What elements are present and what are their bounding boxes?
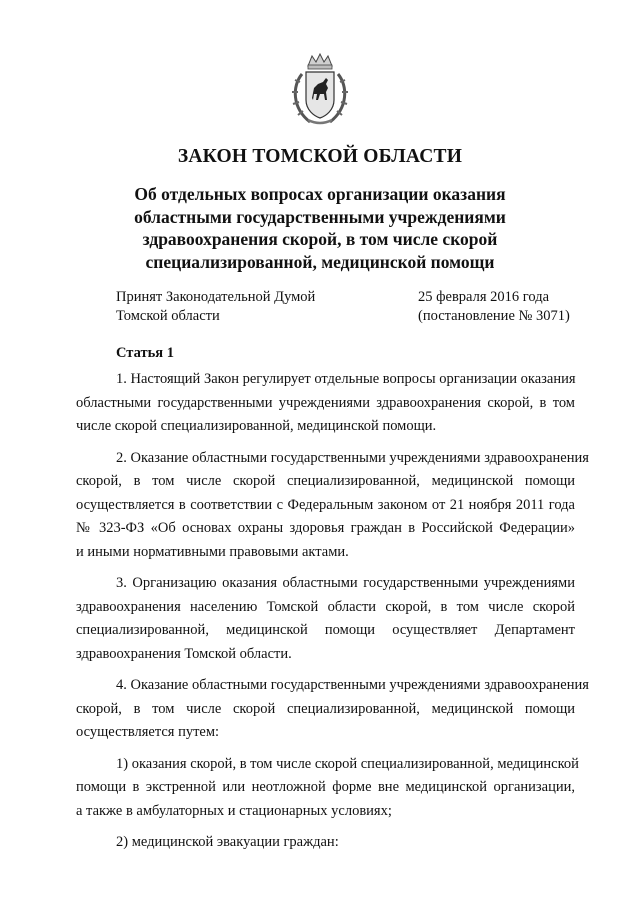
law-title: ЗАКОН ТОМСКОЙ ОБЛАСТИ	[177, 146, 463, 167]
paragraph-4	[76, 674, 589, 745]
adopted-by-line: Томской области	[116, 308, 220, 324]
subtitle-line: областными государственными учреждениями	[134, 206, 506, 227]
text-line: здравоохранения населению Томской области скорой, в том числе скорой	[76, 598, 575, 615]
article-heading: Статья 1	[116, 345, 174, 361]
text-line: здравоохранения Томской области.	[76, 645, 292, 662]
text-line: 1) оказания скорой, в том числе скорой специализированной, медицинской	[116, 755, 579, 772]
text-line: № 323-ФЗ «Об основах охраны здоровья граждан в Российской Федерации»	[76, 520, 575, 536]
text-line: числе скорой специализированной, медицинской помощи.	[76, 418, 437, 434]
text-line: специализированной, медицинской помощи осуществляет Департамент	[76, 622, 575, 638]
paragraph-1	[76, 368, 575, 439]
adoption-date	[418, 288, 570, 326]
paragraph-4-item-1	[76, 753, 579, 824]
subtitle-line: специализированной, медицинской помощи	[145, 251, 495, 272]
article-body	[76, 368, 589, 863]
text-line: а также в амбулаторных и стационарных условиях;	[76, 802, 392, 819]
paragraph-3	[76, 572, 575, 666]
coat-of-arms-icon	[290, 52, 350, 128]
resolution-number: (постановление № 3071)	[418, 308, 570, 324]
paragraph-2	[76, 447, 589, 565]
subtitle-line: Об отдельных вопросах организации оказания	[134, 184, 506, 204]
text-line: 4. Оказание областными государственными учреждениями здравоохранения	[116, 677, 589, 693]
text-line: скорой, в том числе скорой специализированной, медицинской помощи	[76, 473, 575, 489]
text-line: 1. Настоящий Закон регулирует отдельные вопросы организации оказания	[116, 371, 576, 387]
text-line: областными государственными учреждениями здравоохранения скорой, в том	[76, 394, 575, 411]
paragraph-4-item-2	[76, 831, 575, 855]
adopted-by	[116, 288, 315, 326]
text-line: помощи в экстренной или неотложной форме вне медицинской организации,	[76, 779, 575, 795]
text-line: 2. Оказание областными государственными учреждениями здравоохранения	[116, 449, 589, 466]
text-line: 2) медицинской эвакуации граждан:	[116, 834, 339, 850]
text-line: осуществляется в соответствии с Федеральным законом от 21 ноября 2011 года	[76, 496, 575, 513]
text-line: и иными нормативными правовыми актами.	[76, 543, 349, 560]
subtitle-line: здравоохранения скорой, в том числе скорой	[142, 229, 498, 249]
text-line: 3. Организацию оказания областными государственными учреждениями	[116, 575, 575, 591]
text-line: скорой, в том числе скорой специализированной, медицинской помощи	[76, 700, 575, 717]
adoption-date-line: 25 февраля 2016 года	[418, 289, 550, 305]
text-line: осуществляется путем:	[76, 724, 220, 740]
law-subtitle	[90, 183, 550, 273]
adopted-by-line: Принят Законодательной Думой	[116, 289, 316, 305]
